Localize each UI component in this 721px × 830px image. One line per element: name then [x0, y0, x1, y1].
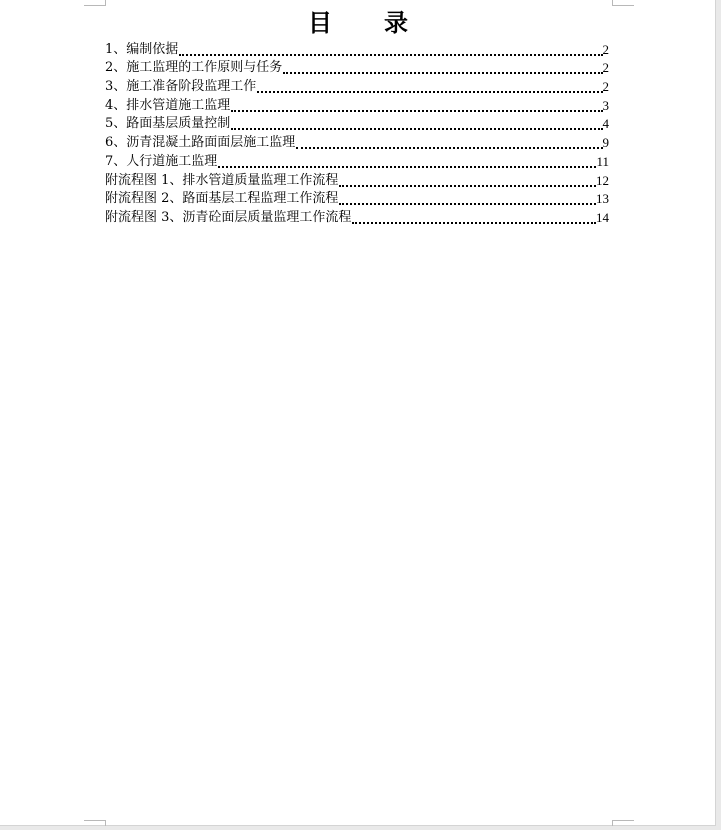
toc-entry-label: 附流程图 3、沥青砼面层质量监理工作流程 — [105, 209, 352, 225]
toc-leader-dots — [283, 72, 602, 74]
toc-leader-dots — [352, 222, 596, 224]
toc-entry-page: 11 — [596, 153, 609, 169]
toc-entry-page: 13 — [596, 191, 609, 207]
toc-entry-page: 4 — [602, 116, 609, 132]
toc-entry[interactable] — [105, 151, 609, 170]
toc-entry-label: 7、人行道施工监理 — [105, 153, 218, 169]
table-of-contents — [105, 39, 609, 226]
toc-entry[interactable] — [105, 39, 609, 58]
toc-entry[interactable] — [105, 114, 609, 133]
toc-entry-label: 2、施工监理的工作原则与任务 — [105, 60, 283, 76]
toc-entry-label: 6、沥青混凝土路面面层施工监理 — [105, 135, 296, 151]
toc-leader-dots — [218, 166, 596, 168]
crop-mark-bottom-left-h — [84, 820, 106, 821]
toc-entry[interactable] — [105, 207, 609, 226]
toc-entry-label: 3、施工准备阶段监理工作 — [105, 79, 257, 95]
toc-entry[interactable] — [105, 170, 609, 189]
toc-entry[interactable] — [105, 95, 609, 114]
toc-entry-page: 3 — [602, 97, 609, 113]
crop-mark-bottom-left-v — [105, 820, 106, 826]
toc-title — [0, 3, 716, 38]
toc-title-char-2: 录 — [384, 9, 408, 37]
toc-entry-page: 12 — [596, 172, 609, 188]
toc-leader-dots — [339, 203, 596, 205]
toc-leader-dots — [296, 147, 602, 149]
toc-entry-page: 2 — [602, 60, 609, 76]
toc-leader-dots — [231, 110, 602, 112]
toc-entry-label: 4、排水管道施工监理 — [105, 97, 231, 113]
toc-entry-label: 1、编制依据 — [105, 41, 179, 57]
toc-entry-page: 2 — [602, 41, 609, 57]
toc-entry[interactable] — [105, 132, 609, 151]
toc-entry[interactable] — [105, 58, 609, 77]
toc-entry[interactable] — [105, 76, 609, 95]
toc-entry-label: 附流程图 1、排水管道质量监理工作流程 — [105, 172, 339, 188]
toc-entry-page: 9 — [602, 135, 609, 151]
toc-entry[interactable] — [105, 189, 609, 208]
toc-entry-label: 5、路面基层质量控制 — [105, 116, 231, 132]
toc-entry-page: 2 — [602, 79, 609, 95]
crop-mark-bottom-right-v — [612, 820, 613, 826]
toc-entry-label: 附流程图 2、路面基层工程监理工作流程 — [105, 191, 339, 207]
toc-leader-dots — [339, 185, 596, 187]
toc-leader-dots — [179, 54, 602, 56]
toc-title-char-1: 目 — [308, 9, 332, 37]
toc-leader-dots — [231, 128, 602, 130]
toc-leader-dots — [257, 91, 602, 93]
toc-entry-page: 14 — [596, 209, 609, 225]
crop-mark-bottom-right-h — [612, 820, 634, 821]
